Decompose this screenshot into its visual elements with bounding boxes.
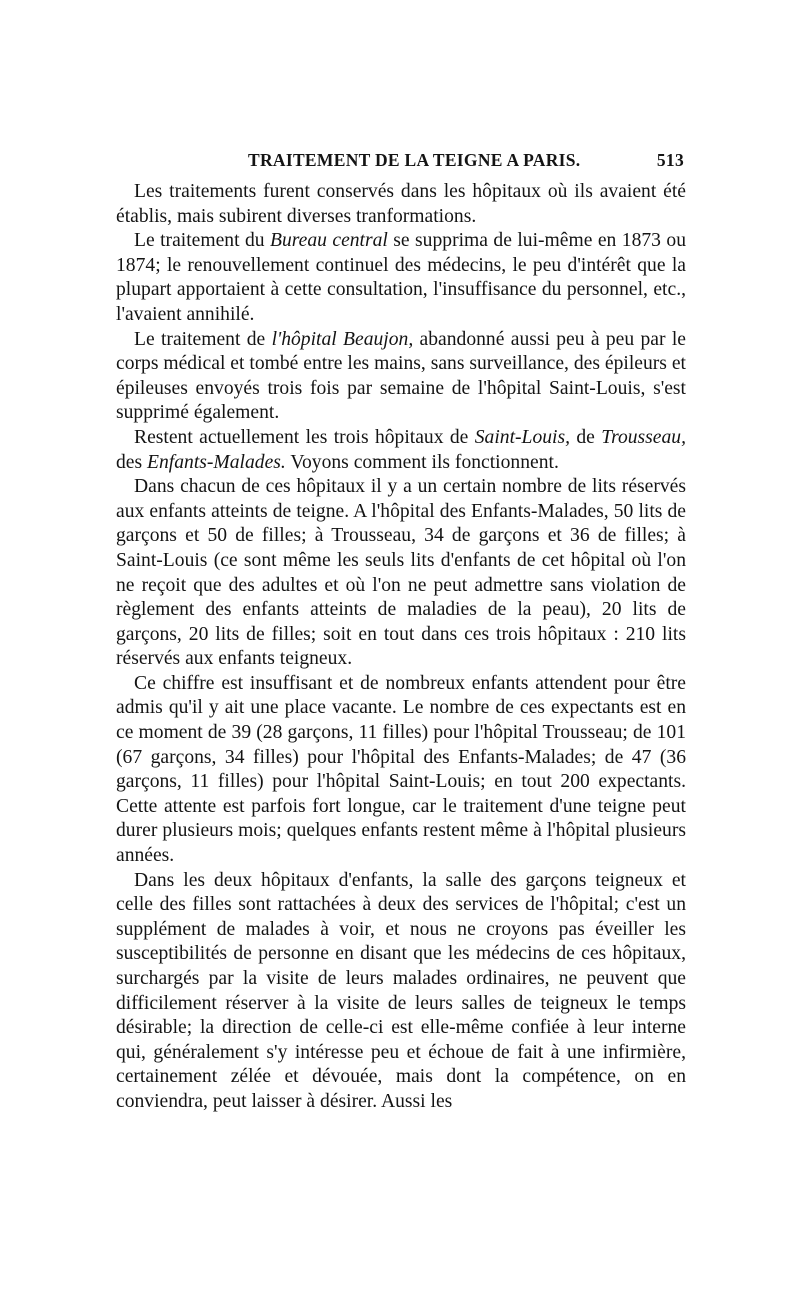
running-header	[116, 150, 686, 180]
paragraph-1	[116, 180, 686, 229]
page-number: 513	[656, 150, 684, 170]
italic-run: Saint-Louis,	[474, 426, 571, 448]
text-run: se supprima de lui-même en 1873 ou 1874; le renouvellement continuel des médecins, le peu d'intérêt que la plupart apportaient à cette consultation, l'insuffisance du personnel, etc., l'avaient annihilé.	[116, 230, 686, 325]
paragraph-4	[116, 426, 686, 475]
paragraph-6	[116, 672, 686, 869]
text-run: Dans les deux hôpitaux d'enfants, la salle des garçons teigneux et celle des filles sont rattachées à deux des services de l'hôpital; c'est un supplément de malades à voir, et nous ne croyons pas éveiller les susceptibilités de personne en disant que les médecins de ces hôpitaux, surchargés par la visite de leurs malades ordinaires, ne peuvent que difficilement réserver à la visite de leurs salles de teigneux le temps désirable; la direction de celle-ci est elle-même confiée à leur interne qui, généralement s'y intéresse peu et échoue de fait à une infirmière, certainement zélée et dévouée, mais dont la compétence, on en conviendra, peut laisser à désirer. Aussi les	[116, 869, 686, 1112]
text-run: Les traitements furent conservés dans les hôpitaux où ils avaient été établis, mais subirent diverses tranformations.	[116, 181, 686, 227]
paragraph-2	[116, 229, 686, 327]
text-run: Restent actuellement les trois hôpitaux de	[134, 426, 475, 448]
text-run: de	[570, 426, 602, 448]
text-run: Ce chiffre est insuffisant et de nombreux enfants attendent pour être admis qu'il y ait une place vacante. Le nombre de ces expectants est en ce moment de 39 (28 garçons, 11 filles) pour l'hôpital Trousseau; de 101 (67 garçons, 34 filles) pour l'hôpital des Enfants-Malades; de 47 (36 garçons, 11 filles) pour l'hôpital Saint-Louis; en tout 200 expectants. Cette attente est parfois fort longue, car le traitement d'une teigne peut durer plusieurs mois; quelques enfants restent même à l'hôpital plusieurs années.	[116, 672, 686, 867]
text-run: des	[116, 451, 148, 473]
text-run: abandonné aussi peu à peu par le corps médical et tombé entre les mains, sans surveillance, des épileurs et épileuses envoyés trois fois par semaine de l'hôpital Saint-Louis, s'est supprimé également.	[116, 328, 686, 424]
italic-run: l'hôpital Beaujon,	[271, 328, 414, 350]
text-run: Le traitement de	[134, 328, 272, 350]
text-run: Le traitement du	[134, 230, 270, 252]
running-title: TRAITEMENT DE LA TEIGNE A PARIS.	[248, 150, 581, 170]
paragraph-3	[116, 328, 686, 426]
italic-run: Trousseau,	[601, 426, 686, 448]
paragraph-7	[116, 869, 686, 1115]
body-text	[116, 180, 686, 1115]
italic-run: Enfants-Malades.	[147, 451, 286, 473]
text-run: Voyons comment ils fonctionnent.	[285, 451, 559, 473]
italic-run: Bureau central	[269, 230, 388, 252]
book-page	[116, 150, 686, 1115]
paragraph-5	[116, 475, 686, 672]
text-run: Dans chacun de ces hôpitaux il y a un certain nombre de lits réservés aux enfants atteints de teigne. A l'hôpital des Enfants-Malades, 50 lits de garçons et 50 de filles; à Trousseau, 34 de garçons et 36 de filles; à Saint-Louis (ce sont même les seuls lits d'enfants de cet hôpital où l'on ne reçoit que des adultes et où l'on ne peut admettre sans violation de règlement des enfants atteints de maladies de la peau), 20 lits de garçons, 20 lits de filles; soit en tout dans ces trois hôpitaux : 210 lits réservés aux enfants teigneux.	[116, 476, 686, 670]
